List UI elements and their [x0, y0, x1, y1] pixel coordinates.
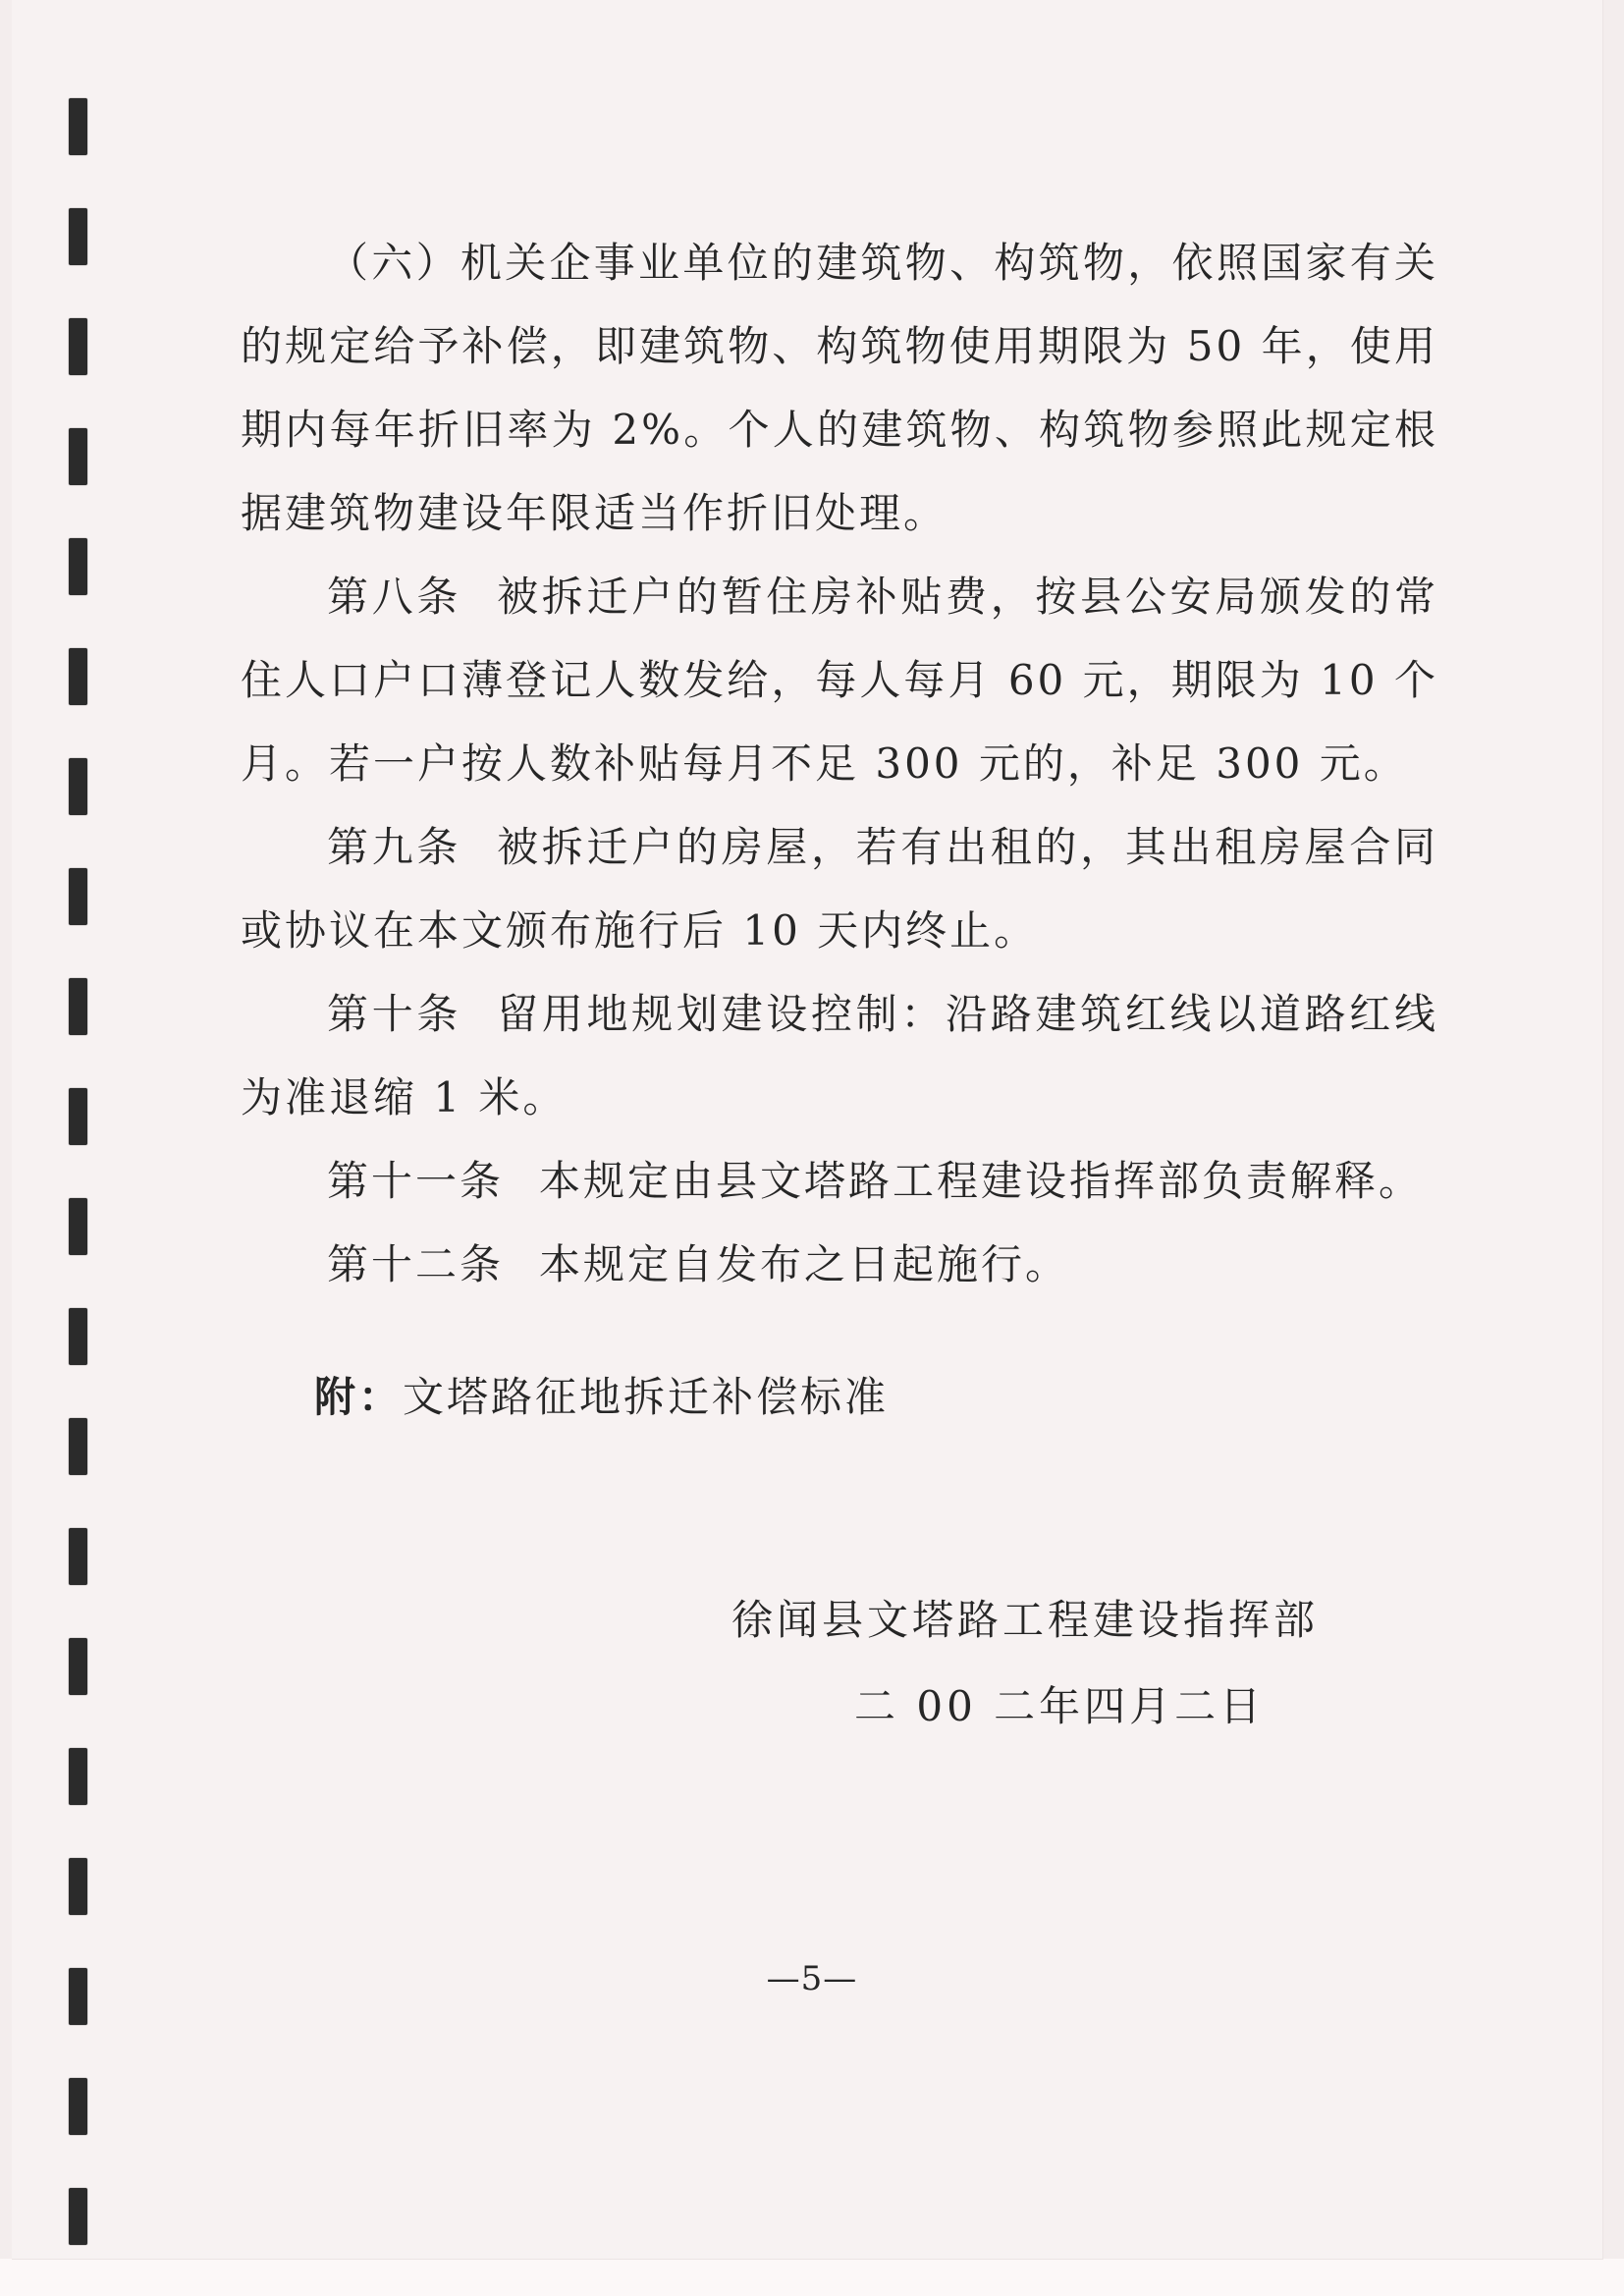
binding-hole — [69, 1198, 87, 1255]
binding-hole — [69, 208, 87, 265]
article-text: 被拆迁户的房屋，若有出租的，其出租房屋合同或协议在本文颁布施行后 10 天内终止。 — [241, 823, 1438, 955]
article-label: 第十二条 — [327, 1240, 505, 1288]
attachment-title: 文塔路征地拆迁补偿标准 — [403, 1373, 890, 1421]
page-number: —5— — [766, 1959, 858, 1998]
binding-hole — [69, 648, 87, 705]
article-10 — [241, 972, 1438, 1139]
binding-hole — [69, 428, 87, 485]
binding-hole — [69, 318, 87, 375]
binding-hole — [69, 868, 87, 925]
binding-hole — [69, 1638, 87, 1695]
paragraph-depreciation — [241, 221, 1438, 555]
article-label: 第八条 — [327, 573, 462, 621]
binding-hole — [69, 1308, 87, 1365]
page-bottom-strip — [0, 2259, 1624, 2296]
binding-hole — [69, 1748, 87, 1805]
binding-hole — [69, 1088, 87, 1145]
binding-hole — [69, 2078, 87, 2135]
binding-hole — [69, 538, 87, 595]
issue-date: 二 00 二年四月二日 — [854, 1682, 1266, 1730]
article-11 — [241, 1139, 1438, 1223]
attachment-line — [241, 1355, 1438, 1439]
article-text: 被拆迁户的暂住房补贴费，按县公安局颁发的常住人口户口薄登记人数发给，每人每月 60 元，期限为 10 个月。若一户按人数补贴每月不足 300 元的，补足 300 元。 — [241, 573, 1438, 788]
binding-hole — [69, 1858, 87, 1915]
article-label: 第十条 — [327, 990, 462, 1038]
article-12 — [241, 1223, 1438, 1306]
article-9 — [241, 805, 1438, 972]
binding-holes — [69, 98, 90, 2260]
article-text: 本规定由县文塔路工程建设指挥部负责解释。 — [539, 1157, 1424, 1205]
article-label: 第九条 — [327, 823, 462, 871]
binding-hole — [69, 978, 87, 1035]
binding-hole — [69, 1528, 87, 1585]
article-text: 留用地规划建设控制：沿路建筑红线以道路红线为准退缩 1 米。 — [241, 990, 1438, 1121]
article-text: 本规定自发布之日起施行。 — [539, 1240, 1070, 1288]
binding-hole — [69, 2188, 87, 2245]
binding-hole — [69, 98, 87, 155]
binding-hole — [69, 1418, 87, 1475]
document-body — [241, 221, 1438, 1439]
signature-block — [731, 1591, 1319, 1736]
article-label: 第十一条 — [327, 1157, 505, 1205]
attachment-label: 附： — [314, 1373, 404, 1421]
paragraph-text: （六）机关企事业单位的建筑物、构筑物，依照国家有关的规定给予补偿，即建筑物、构筑物使用期限为 50 年，使用期内每年折旧率为 2%。个人的建筑物、构筑物参照此规定根据建筑物建设年限适当作折旧处理。 — [241, 239, 1438, 537]
article-8 — [241, 555, 1438, 805]
binding-hole — [69, 758, 87, 815]
issuing-organization: 徐闻县文塔路工程建设指挥部 — [731, 1596, 1320, 1644]
